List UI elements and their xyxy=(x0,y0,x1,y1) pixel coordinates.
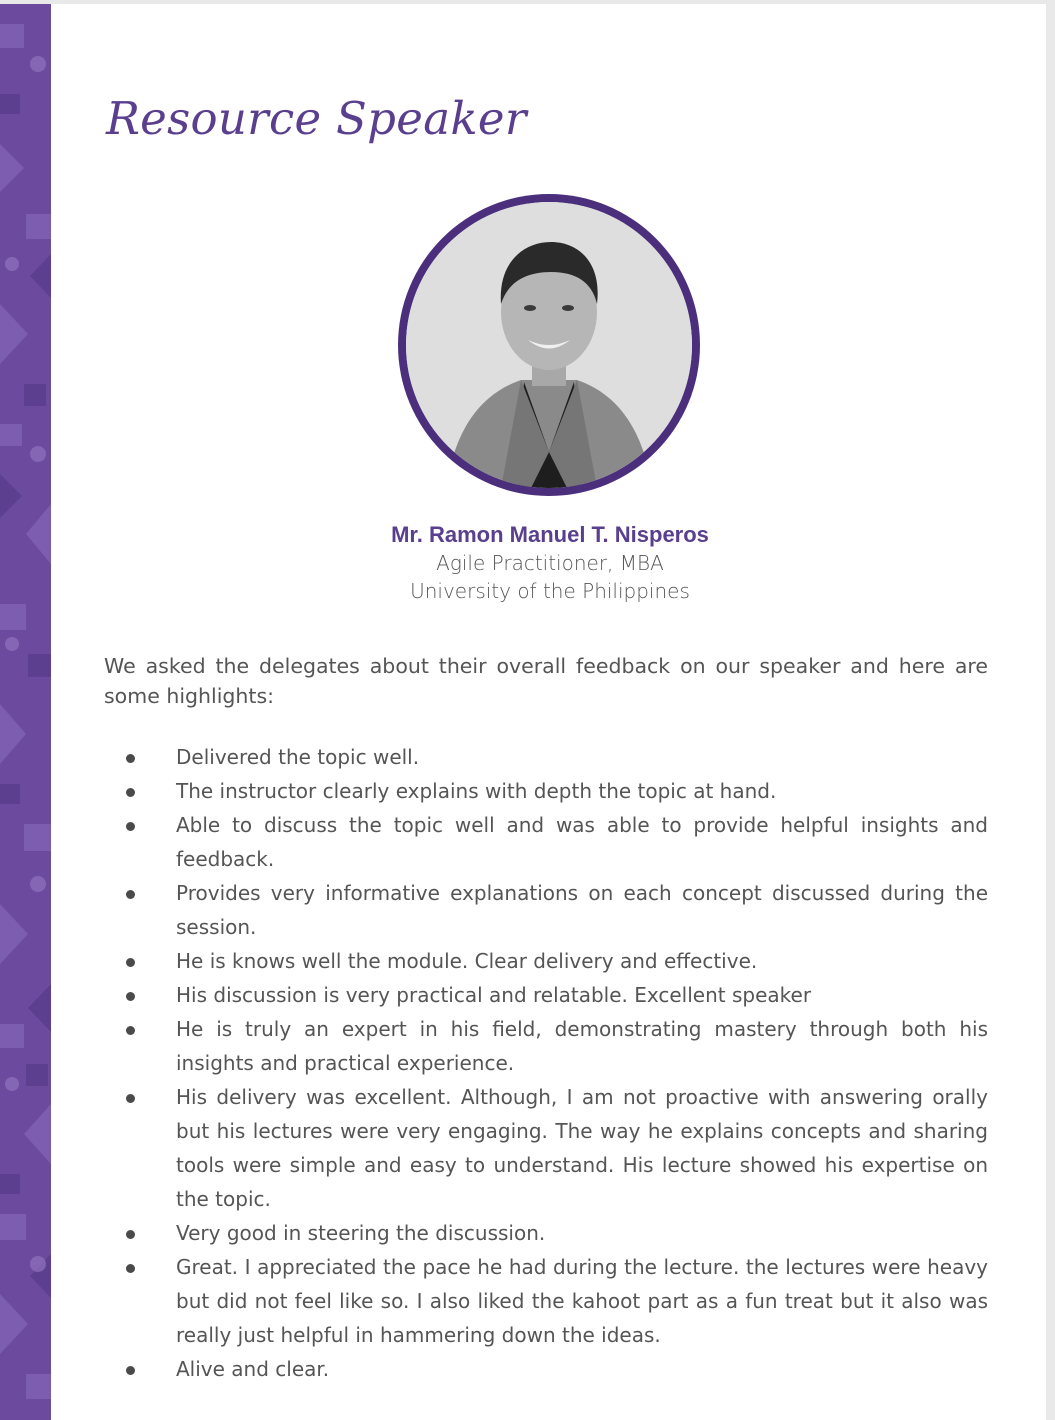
speaker-portrait xyxy=(398,194,700,496)
highlight-text: The instructor clearly explains with depth the topic at hand. xyxy=(176,779,777,803)
highlight-text: He is truly an expert in his field, demonstrating mastery through both his insights and practical experience. xyxy=(176,1017,988,1075)
speaker-institution: University of the Philippines xyxy=(410,579,690,603)
highlight-text: Able to discuss the topic well and was able to provide helpful insights and feedback. xyxy=(176,813,988,871)
decorative-side-band xyxy=(0,4,51,1420)
bullet-dot-icon xyxy=(126,1094,135,1103)
list-item xyxy=(104,1352,988,1386)
bullet-dot-icon xyxy=(126,890,135,899)
speaker-photo xyxy=(406,202,692,488)
list-item xyxy=(104,808,988,876)
highlight-text: Very good in steering the discussion. xyxy=(176,1221,546,1245)
highlight-text: Delivered the topic well. xyxy=(176,745,420,769)
geometric-pattern-icon xyxy=(0,4,51,1420)
person-photo-icon xyxy=(406,202,692,488)
bullet-dot-icon xyxy=(126,1230,135,1239)
list-item xyxy=(104,1250,988,1352)
bullet-dot-icon xyxy=(126,958,135,967)
bullet-dot-icon xyxy=(126,1026,135,1035)
bullet-dot-icon xyxy=(126,822,135,831)
bullet-dot-icon xyxy=(126,788,135,797)
list-item xyxy=(104,876,988,944)
list-item xyxy=(104,1012,988,1080)
bullet-dot-icon xyxy=(126,1264,135,1273)
speaker-info xyxy=(250,520,850,605)
highlight-text: His discussion is very practical and relatable. Excellent speaker xyxy=(176,983,812,1007)
list-item xyxy=(104,978,988,1012)
list-item xyxy=(104,774,988,808)
highlight-text: Provides very informative explanations on each concept discussed during the session. xyxy=(176,881,988,939)
bullet-dot-icon xyxy=(126,754,135,763)
intro-paragraph: We asked the delegates about their overall feedback on our speaker and here are some highlights: xyxy=(104,654,988,708)
list-item xyxy=(104,1080,988,1216)
page-title: Resource Speaker xyxy=(106,92,527,145)
bullet-dot-icon xyxy=(126,1366,135,1375)
list-item xyxy=(104,944,988,978)
speaker-role: Agile Practitioner, MBA xyxy=(436,551,664,575)
speaker-name: Mr. Ramon Manuel T. Nisperos xyxy=(391,522,709,547)
highlight-text: He is knows well the module. Clear delivery and effective. xyxy=(176,949,758,973)
bullet-dot-icon xyxy=(126,992,135,1001)
document-page xyxy=(0,4,1046,1420)
highlight-text: His delivery was excellent. Although, I am not proactive with answering orally but his lectures were very engaging. The way he explains concepts and sharing tools were simple and easy to understand. His lecture showed his expertise on the topic. xyxy=(176,1085,988,1211)
highlight-text: Alive and clear. xyxy=(176,1357,330,1381)
list-item xyxy=(104,740,988,774)
highlights-list xyxy=(104,740,988,1386)
highlight-text: Great. I appreciated the pace he had during the lecture. the lectures were heavy but did not feel like so. I also liked the kahoot part as a fun treat but it also was really just helpful in hammering down the ideas. xyxy=(176,1255,988,1347)
list-item xyxy=(104,1216,988,1250)
